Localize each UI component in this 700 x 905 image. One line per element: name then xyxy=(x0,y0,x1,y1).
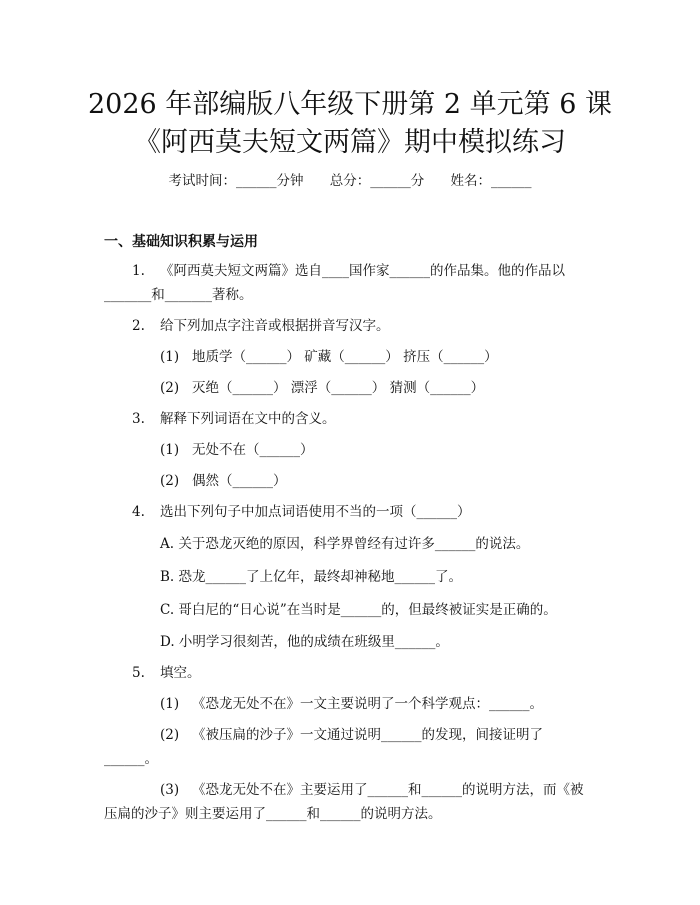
question-1 xyxy=(132,262,565,280)
question-5-sub-1 xyxy=(160,695,543,713)
exam-meta xyxy=(0,169,700,189)
question-text: 填空。 xyxy=(160,665,201,681)
option-d: D. 小明学习很刻苦，他的成绩在班级里______。 xyxy=(160,634,449,650)
sub-number: (2) xyxy=(160,473,180,489)
question-number: 4. xyxy=(132,504,145,520)
section-heading: 一、基础知识积累与运用 xyxy=(104,234,258,250)
question-5 xyxy=(132,664,201,682)
question-5-sub-3-continued: 压扁的沙子》则主要运用了______和______的说明方法。 xyxy=(104,806,442,822)
sub-number: (1) xyxy=(160,442,180,458)
exam-time: 考试时间：______分钟 xyxy=(168,173,304,189)
question-text: 选出下列句子中加点词语使用不当的一项（______） xyxy=(160,504,471,520)
page-title-line1: 2026 年部编版八年级下册第 2 单元第 6 课 xyxy=(88,89,612,120)
question-1-continued: _______和_______著称。 xyxy=(104,287,253,303)
question-number: 3. xyxy=(132,411,145,427)
sub-text: 《恐龙无处不在》一文主要说明了一个科学观点：______。 xyxy=(192,696,543,712)
sub-number: (1) xyxy=(160,696,180,712)
question-3-sub-1 xyxy=(160,441,314,459)
question-3-sub-2 xyxy=(160,472,287,490)
question-3 xyxy=(132,410,336,428)
question-5-sub-2 xyxy=(160,726,543,744)
sub-number: (2) xyxy=(160,727,180,743)
option-b: B. 恐龙______了上亿年，最终却神秘地______了。 xyxy=(160,569,463,585)
question-5-sub-3 xyxy=(160,781,584,799)
question-number: 1. xyxy=(132,263,145,279)
question-5-sub-2-continued: ______。 xyxy=(104,751,158,767)
option-a: A. 关于恐龙灭绝的原因，科学界曾经有过许多______的说法。 xyxy=(160,536,530,552)
sub-text: 《恐龙无处不在》主要运用了______和______的说明方法，而《被 xyxy=(192,782,584,798)
sub-number: (1) xyxy=(160,349,180,365)
exam-name: 姓名：______ xyxy=(450,173,532,189)
question-text: 解释下列词语在文中的含义。 xyxy=(160,411,336,427)
question-text: 给下列加点字注音或根据拼音写汉字。 xyxy=(160,318,390,334)
question-text: 《阿西莫夫短文两篇》选自____国作家______的作品集。他的作品以 xyxy=(160,263,565,279)
sub-text: 地质学（______） 矿藏（______） 挤压（______） xyxy=(192,349,498,365)
question-number: 5. xyxy=(132,665,145,681)
question-4 xyxy=(132,503,471,521)
question-number: 2. xyxy=(132,318,145,334)
question-2 xyxy=(132,317,390,335)
sub-text: 偶然（______） xyxy=(192,473,287,489)
sub-text: 无处不在（______） xyxy=(192,442,314,458)
question-2-sub-2 xyxy=(160,379,484,397)
page-title-line2: 《阿西莫夫短文两篇》期中模拟练习 xyxy=(134,127,566,158)
exam-score: 总分：______分 xyxy=(329,173,425,189)
sub-number: (2) xyxy=(160,380,180,396)
question-2-sub-1 xyxy=(160,348,498,366)
option-c: C. 哥白尼的“日心说”在当时是______的，但最终被证实是正确的。 xyxy=(160,602,557,618)
sub-number: (3) xyxy=(160,782,180,798)
sub-text: 《被压扁的沙子》一文通过说明______的发现，间接证明了 xyxy=(192,727,543,743)
sub-text: 灭绝（______） 漂浮（______） 猜测（______） xyxy=(192,380,485,396)
